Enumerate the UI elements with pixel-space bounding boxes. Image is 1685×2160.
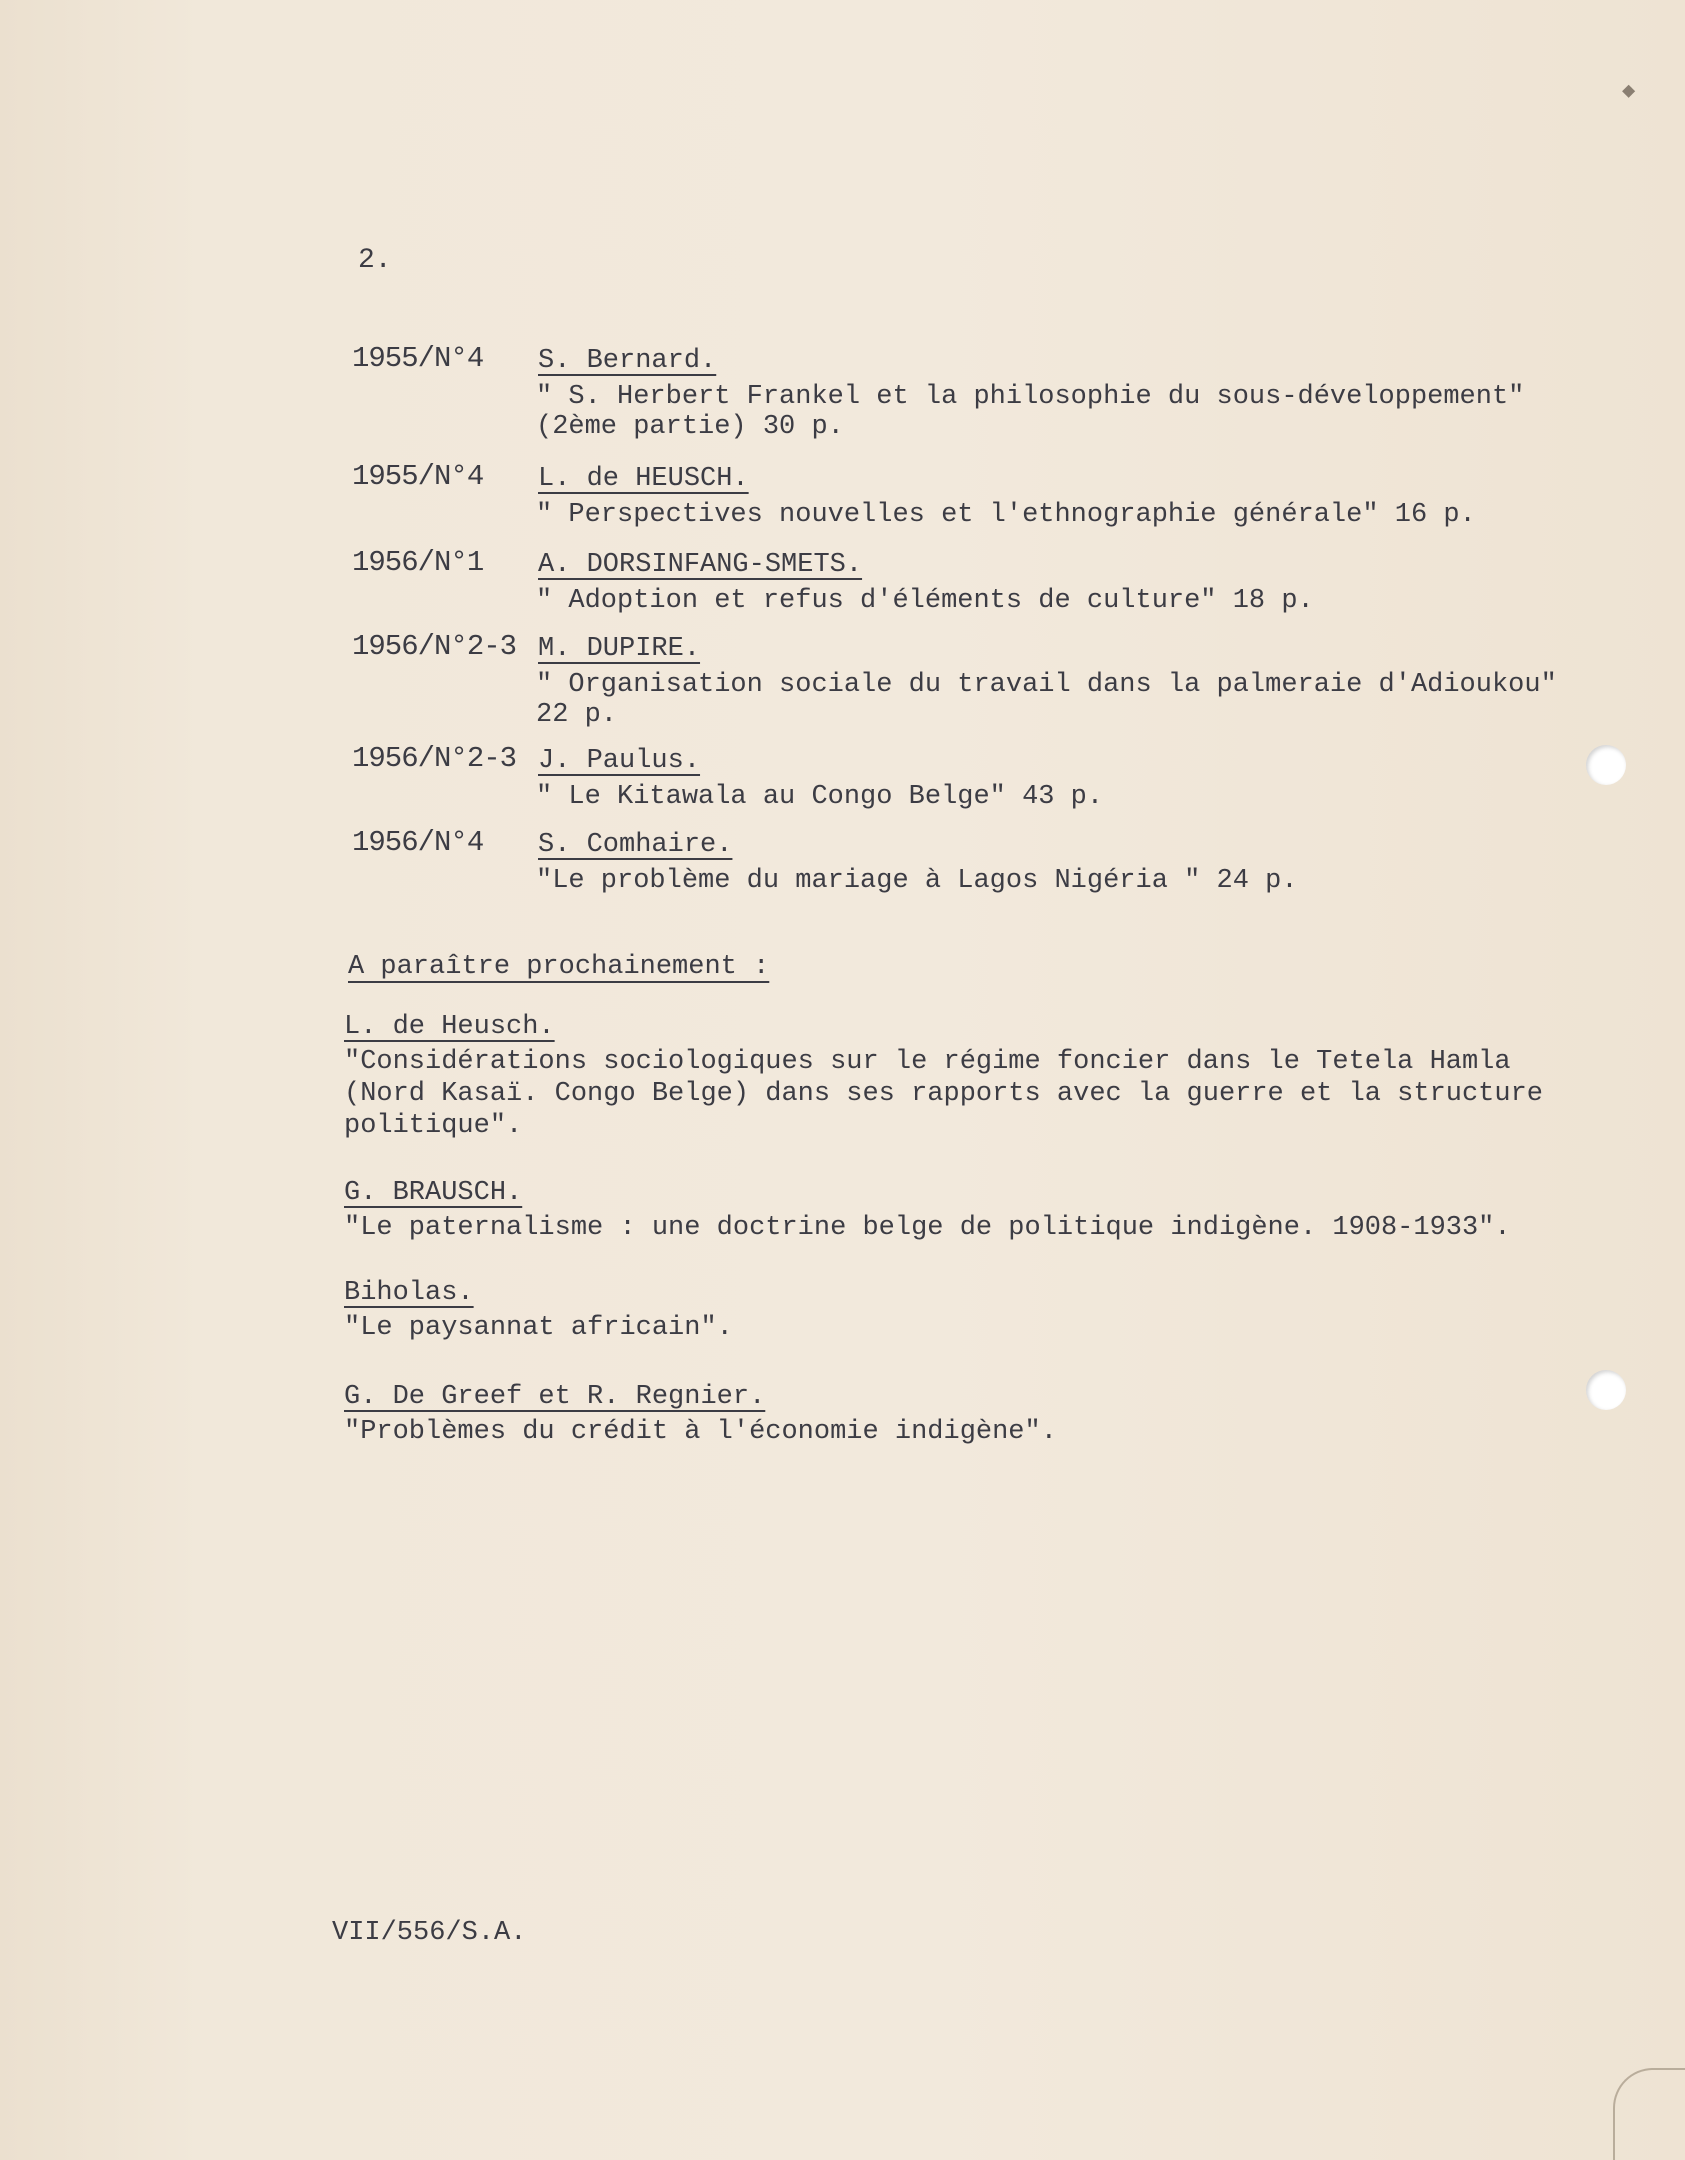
publication-author: L. de HEUSCH. (538, 464, 749, 494)
forthcoming-item (344, 1178, 1584, 1244)
page-number: 2. (358, 245, 392, 276)
forthcoming-title: "Le paysannat africain". (344, 1313, 733, 1343)
forthcoming-title: "Le paternalisme : une doctrine belge de politique indigène. 1908-1933". (344, 1213, 1511, 1243)
publication-title: " Perspectives nouvelles et l'ethnographie générale" 16 p. (536, 500, 1476, 530)
forthcoming-title: "Considérations sociologiques sur le régime foncier dans le Tetela Hamla (Nord Kasaï. Congo Belge) dans ses rapports avec la guerre et la structure politique". (344, 1047, 1543, 1141)
forthcoming-item (344, 1382, 1584, 1448)
publication-author: J. Paulus. (538, 746, 701, 776)
publication-ref: 1956/N°1 (352, 546, 484, 579)
publication-author: M. DUPIRE. (538, 634, 701, 664)
publication-author: S. Bernard. (538, 346, 717, 376)
forthcoming-author: G. BRAUSCH. (344, 1178, 523, 1208)
punch-hole-bottom (1586, 1370, 1626, 1410)
forthcoming-item (344, 1278, 1584, 1344)
staple-mark: ◆ (1622, 79, 1636, 104)
publication-title: " S. Herbert Frankel et la philosophie du sous-développement" (2ème partie) 30 p. (536, 382, 1525, 442)
forthcoming-heading: A paraître prochainement : (348, 952, 770, 982)
forthcoming-author: L. de Heusch. (344, 1012, 555, 1042)
corner-fold (1613, 2068, 1685, 2160)
publication-ref: 1956/N°2-3 (352, 630, 517, 663)
forthcoming-author: Biholas. (344, 1278, 474, 1308)
publication-title: " Adoption et refus d'éléments de culture" 18 p. (536, 586, 1314, 616)
forthcoming-author: G. De Greef et R. Regnier. (344, 1382, 766, 1412)
publication-ref: 1956/N°4 (352, 826, 484, 859)
punch-hole-top (1586, 745, 1626, 785)
publication-ref: 1955/N°4 (352, 342, 484, 375)
publication-ref: 1956/N°2-3 (352, 742, 517, 775)
forthcoming-item (344, 1012, 1584, 1142)
publication-title: "Le problème du mariage à Lagos Nigéria " 24 p. (536, 866, 1298, 896)
forthcoming-title: "Problèmes du crédit à l'économie indigène". (344, 1417, 1057, 1447)
publication-title: " Organisation sociale du travail dans la palmeraie d'Adioukou" 22 p. (536, 670, 1557, 730)
publication-author: A. DORSINFANG-SMETS. (538, 550, 863, 580)
publication-author: S. Comhaire. (538, 830, 733, 860)
publication-ref: 1955/N°4 (352, 460, 484, 493)
document-reference: VII/556/S.A. (332, 1918, 527, 1948)
publication-title: " Le Kitawala au Congo Belge" 43 p. (536, 782, 1104, 812)
